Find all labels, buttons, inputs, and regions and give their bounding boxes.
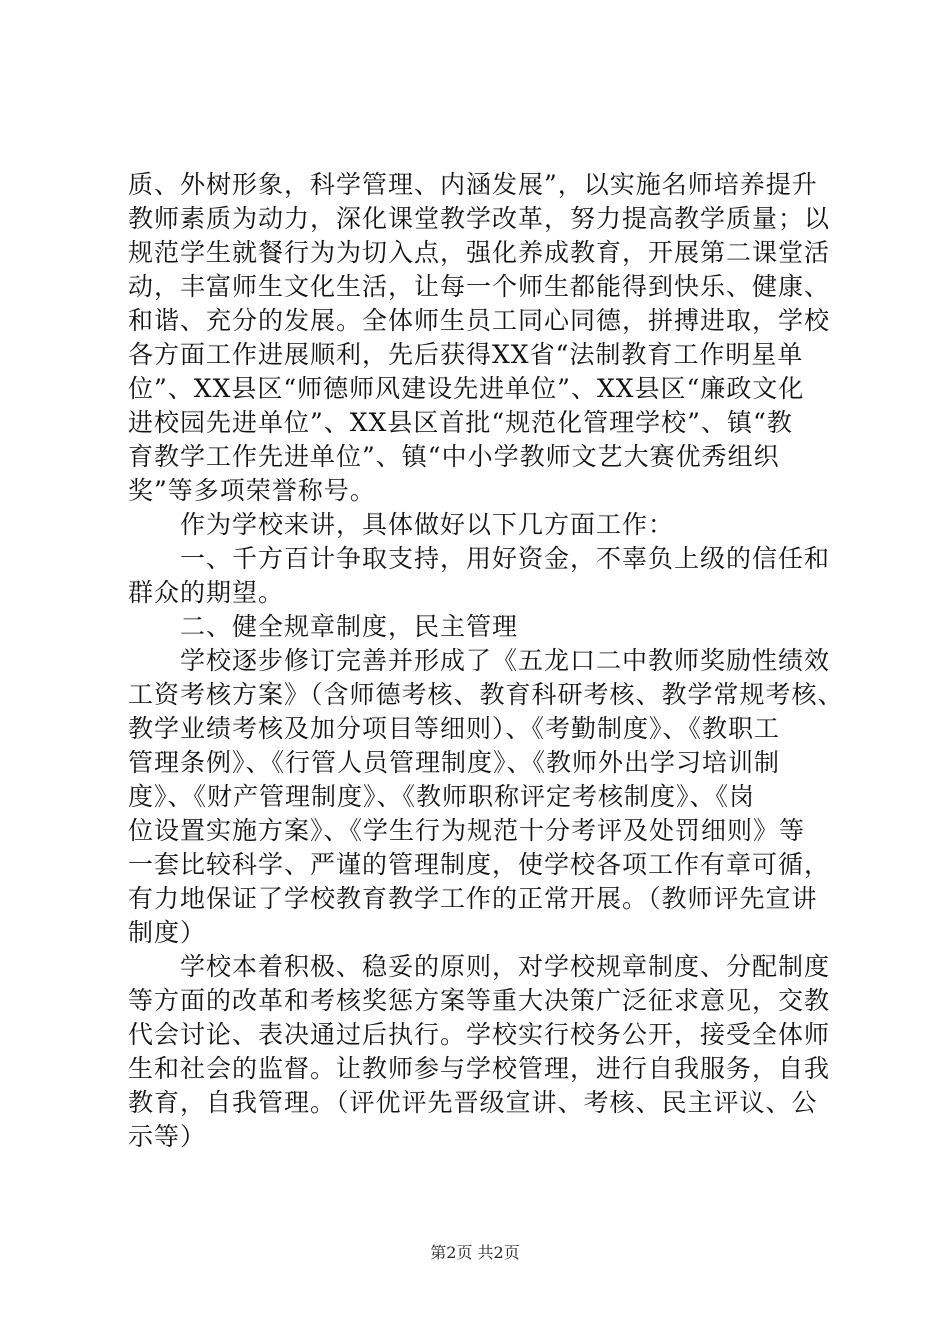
text-line: 等方面的改革和考核奖惩方案等重大决策广泛征求意见，交教 xyxy=(128,986,831,1015)
text-line: 一、千方百计争取支持，用好资金，不辜负上级的信任和 xyxy=(128,544,831,573)
text-line: 管理条例》、《行管人员管理制度》、《教师外出学习培训制 xyxy=(128,748,781,777)
text-line: 育教学工作先进单位”、镇“中小学教师文艺大赛优秀组织 xyxy=(128,442,780,471)
text-line: 动，丰富师生文化生活，让每一个师生都能得到快乐、健康、 xyxy=(128,272,831,301)
text-line: 作为学校来讲，具体做好以下几方面工作： xyxy=(128,510,675,539)
text-line: 质、外树形象，科学管理、内涵发展”，以实施名师培养提升 xyxy=(128,170,818,199)
text-line: 各方面工作进展顺利，先后获得XX省“法制教育工作明星单 xyxy=(128,340,804,369)
text-line: 学校逐步修订完善并形成了《五龙口二中教师奖励性绩效 xyxy=(128,646,831,675)
text-line: 群众的期望。 xyxy=(128,578,285,607)
text-line: 示等） xyxy=(128,1122,207,1151)
text-line: 教育，自我管理。（评优评先晋级宣讲、考核、民主评议、公 xyxy=(128,1088,818,1117)
text-line: 制度） xyxy=(128,918,207,947)
text-line: 和谐、充分的发展。全体师生员工同心同德，拼搏进取，学校 xyxy=(128,306,831,335)
text-line: 学校本着积极、稳妥的原则，对学校规章制度、分配制度 xyxy=(128,952,831,981)
text-line: 教学业绩考核及加分项目等细则）、《考勤制度》、《教职工 xyxy=(128,714,781,743)
text-line: 进校园先进单位”、XX县区首批“规范化管理学校”、镇“教 xyxy=(128,408,793,437)
text-line: 代会讨论、表决通过后执行。学校实行校务公开，接受全体师 xyxy=(128,1020,831,1049)
page-number-footer: 第2页 共2页 xyxy=(430,1243,520,1262)
document-body xyxy=(128,168,844,1154)
text-line: 工资考核方案》（含师德考核、教育科研考核、教学常规考核、 xyxy=(128,680,844,709)
text-line: 位”、XX县区“师德师风建设先进单位”、XX县区“廉政文化 xyxy=(128,374,805,403)
text-line: 奖”等多项荣誉称号。 xyxy=(128,476,376,505)
section-heading: 二、健全规章制度，民主管理 xyxy=(128,612,519,641)
text-line: 位设置实施方案》、《学生行为规范十分考评及处罚细则》等 xyxy=(128,816,806,845)
text-line: 有力地保证了学校教育教学工作的正常开展。（教师评先宣讲 xyxy=(128,884,818,913)
text-line: 一套比较科学、严谨的管理制度，使学校各项工作有章可循， xyxy=(128,850,831,879)
text-line: 规范学生就餐行为为切入点，强化养成教育，开展第二课堂活 xyxy=(128,238,831,267)
text-line: 生和社会的监督。让教师参与学校管理，进行自我服务，自我 xyxy=(128,1054,831,1083)
text-line: 度》、《财产管理制度》、《教师职称评定考核制度》、《岗 xyxy=(128,782,756,811)
text-line: 教师素质为动力，深化课堂教学改革，努力提高教学质量；以 xyxy=(128,204,831,233)
